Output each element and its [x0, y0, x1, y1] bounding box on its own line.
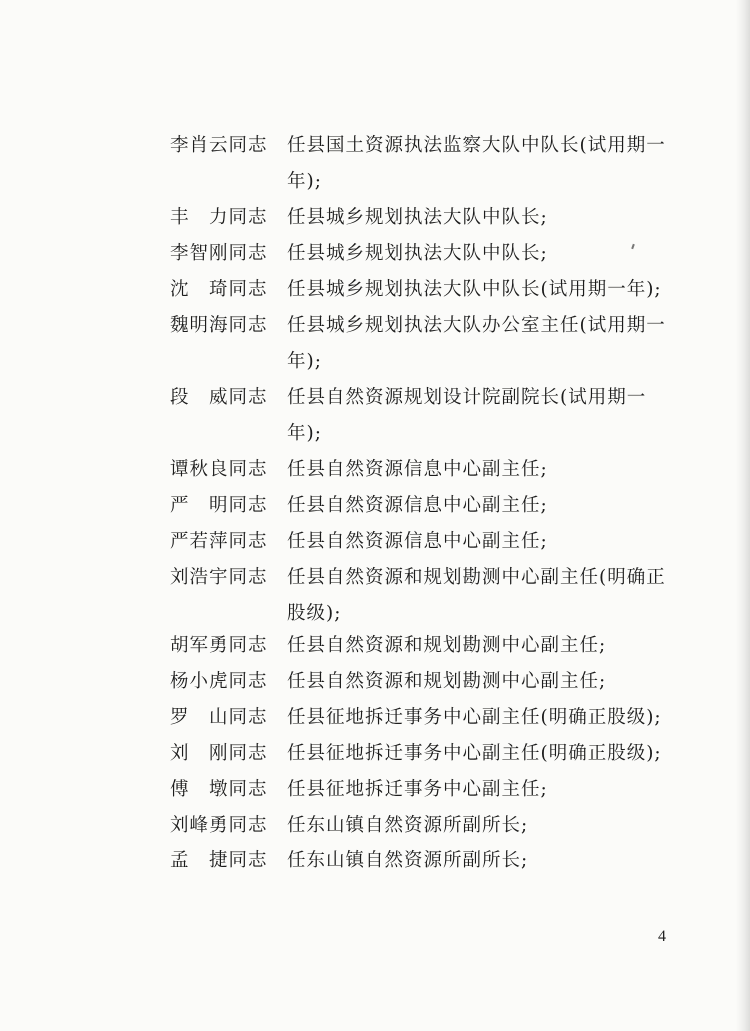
entry-name: 严 明同志 [170, 495, 268, 516]
entry-role: 任县国土资源执法监察大队中队长(试用期一年); [287, 135, 666, 192]
entry-name: 严若萍同志 [170, 531, 268, 552]
entry-role: 任县自然资源规划设计院副院长(试用期一年); [287, 387, 647, 444]
entry-role: 任县自然资源信息中心副主任; [287, 495, 548, 516]
entry-role: 任县征地拆迁事务中心副主任; [287, 779, 548, 800]
entry-role: 任东山镇自然资源所副所长; [287, 815, 529, 836]
entry-role: 任县城乡规划执法大队办公室主任(试用期一年); [287, 315, 666, 372]
entry-role: 任县征地拆迁事务中心副主任(明确正股级); [287, 707, 662, 728]
page-number: 4 [658, 928, 666, 945]
entry-name: 刘浩宇同志 [170, 567, 268, 588]
entry-role: 任东山镇自然资源所副所长; [287, 850, 529, 871]
entry-name: 胡军勇同志 [170, 635, 268, 656]
entry-name: 罗 山同志 [170, 707, 268, 728]
entry-name: 杨小虎同志 [170, 671, 268, 692]
entry-role: 任县自然资源和规划勘测中心副主任(明确正股级); [287, 567, 666, 624]
entry-role: 任县城乡规划执法大队中队长; [287, 207, 548, 228]
entry-name: 刘 刚同志 [170, 743, 268, 764]
entry-name: 刘峰勇同志 [170, 815, 268, 836]
entry-name: 沈 琦同志 [170, 279, 268, 300]
entry-role: 任县自然资源和规划勘测中心副主任; [287, 635, 607, 656]
entry-name: 魏明海同志 [170, 315, 268, 336]
entry-name: 李智刚同志 [170, 243, 268, 264]
entry-role: 任县自然资源和规划勘测中心副主任; [287, 671, 607, 692]
entry-role: 任县城乡规划执法大队中队长; [287, 243, 548, 264]
entry-name: 谭秋良同志 [170, 459, 268, 480]
entry-role: 任县自然资源信息中心副主任; [287, 459, 548, 480]
entry-name: 丰 力同志 [170, 207, 268, 228]
entry-name: 段 威同志 [170, 387, 268, 408]
entry-name: 孟 捷同志 [170, 850, 268, 871]
entry-name: 李肖云同志 [170, 135, 268, 156]
entry-name: 傅 墩同志 [170, 779, 268, 800]
entry-role: 任县自然资源信息中心副主任; [287, 531, 548, 552]
entry-role: 任县城乡规划执法大队中队长(试用期一年); [287, 279, 662, 300]
scan-edge-shadow [736, 0, 750, 1031]
entry-role: 任县征地拆迁事务中心副主任(明确正股级); [287, 743, 662, 764]
